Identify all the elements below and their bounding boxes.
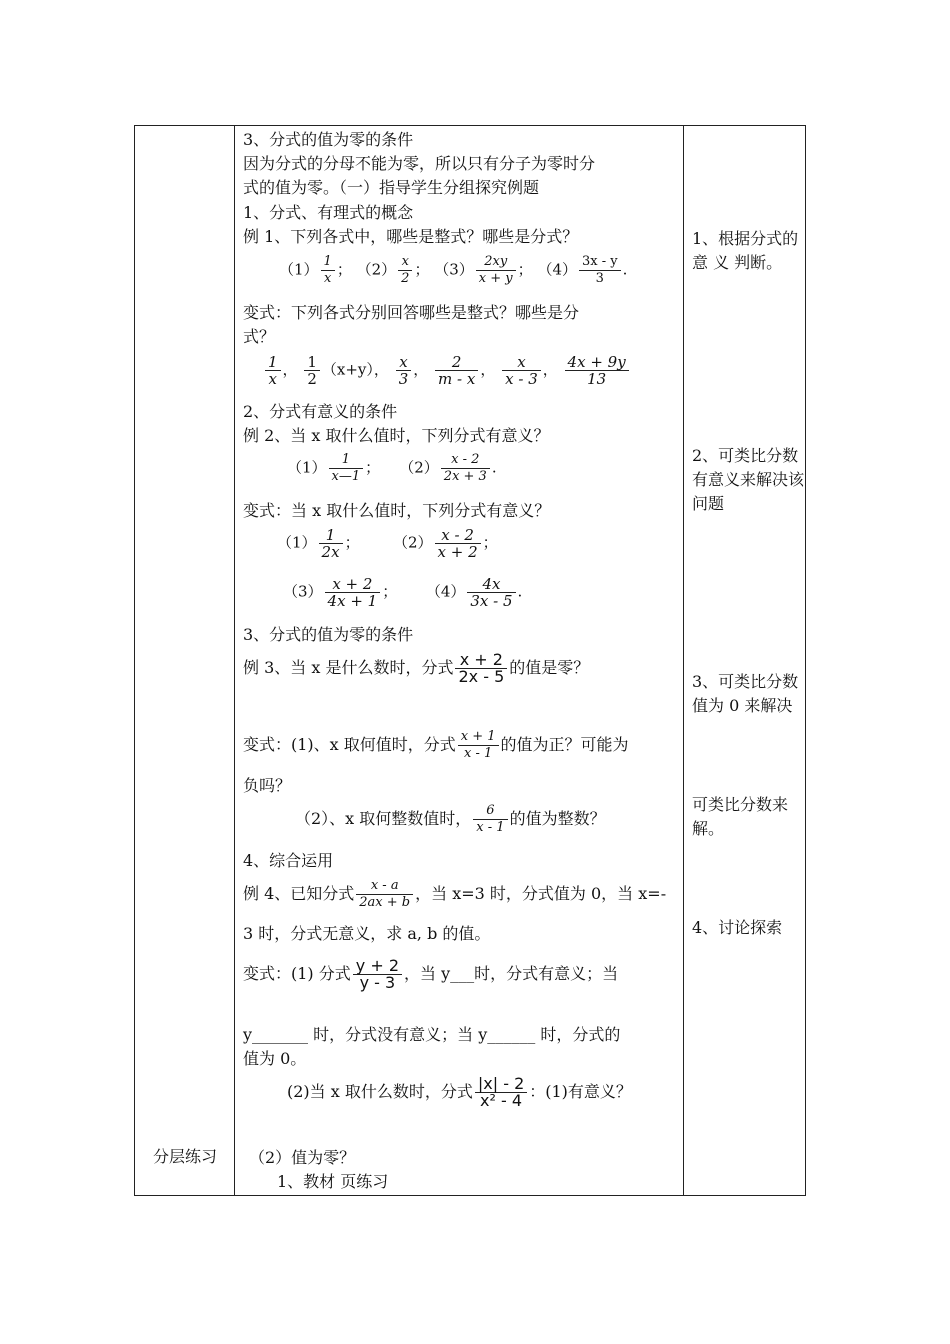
variant-3: 变式：(1)、x 取何值时，分式 $\frac{x + 1}{x - 1}$ 的值为正？可能为 xyxy=(243,729,629,761)
note-4: 可类比分数来解。 xyxy=(692,795,789,838)
example-1-fractions: （1） $\frac{1}{x}$ ； （2） $\frac{x}{2}$ ； （3） $\frac{2xy}{x + y}$ ； （4） $\frac{3x - y}{3}$ . xyxy=(279,254,628,286)
section-label: 分层练习 xyxy=(152,1147,217,1166)
exercise-line: 1、教材 页练习 xyxy=(277,1172,389,1191)
label: （1） xyxy=(279,260,319,279)
example-2: 例 2、当 x 取什么值时，下列分式有意义？ xyxy=(243,426,550,445)
note-3: 3、可类比分数值为 0 来解决 xyxy=(692,672,799,715)
variant-1-fractions: $\frac{1}{x}$ ， $\frac{1}{2}$ （x+y）， $\frac{x}{3}$ ， $\frac{2}{m - x}$ ， $\frac{x}{x - 3}$ ， $\frac{4x + 9y}{13}$ xyxy=(263,354,631,387)
column-divider xyxy=(234,126,235,1195)
fraction: $\frac{1}{x}$ xyxy=(265,354,281,387)
fraction: $\frac{1}{x—1}$ xyxy=(329,452,364,485)
note-5: 4、讨论探索 xyxy=(692,918,783,937)
variant-2-fractions-a: （1） $\frac{1}{2x}$ ； （2） $\frac{x - 2}{x + 2}$ ； xyxy=(277,526,498,561)
fraction: $\frac{x + 2}{4x + 1}$ xyxy=(325,576,381,609)
text-line: 3 时，分式无意义，求 a, b 的值。 xyxy=(243,924,491,943)
fraction: $\frac{6}{x - 1}$ xyxy=(473,803,507,836)
fraction: $\frac{2}{m - x}$ xyxy=(435,354,478,387)
fraction: $\frac{x}{2}$ xyxy=(398,254,412,287)
fraction: $\frac{x}{3}$ xyxy=(396,354,412,387)
fraction: $\frac{x + 1}{x - 1}$ xyxy=(458,729,499,762)
example-4: 例 4、已知分式 $\frac{x - a}{2ax + b}$ ，当 x=3 时，分式值为 0，当 x=- xyxy=(243,878,667,910)
fraction: $\frac{|x| - 2}{\text{x² - 4}}$ xyxy=(475,1076,527,1109)
term: （x+y） xyxy=(321,360,374,379)
label: （4） xyxy=(537,260,577,279)
variant-2-fractions-b: （3） $\frac{x + 2}{4x + 1}$ ； （4） $\frac{4x}{3x - 5}$ . xyxy=(283,575,523,610)
heading-application: 4、综合运用 xyxy=(243,851,334,870)
text-line: 负吗？ xyxy=(243,776,292,795)
text-line: 值为 0。 xyxy=(243,1049,307,1068)
heading-zero-condition: 3、分式的值为零的条件 xyxy=(243,130,414,149)
fraction: $\frac{x}{x - 3}$ xyxy=(502,354,541,387)
example-1: 例 1、下列各式中，哪些是整式？哪些是分式？ xyxy=(243,227,579,246)
example-3: 例 3、当 x 是什么数时，分式 $\frac{x + 2}{2x - 5}$ 的值是零？ xyxy=(243,650,590,686)
fraction: $\frac{1}{2x}$ xyxy=(319,527,343,560)
fraction: $\frac{4x}{3x - 5}$ xyxy=(467,576,515,609)
fraction: $\frac{y + 2}{y - 3}$ xyxy=(353,958,402,991)
fraction: $\frac{x - a}{2ax + b}$ xyxy=(356,878,413,911)
text-line: y_______ 时，分式没有意义；当 y______ 时，分式的 xyxy=(243,1025,621,1044)
fraction: $\frac{4x + 9y}{13}$ xyxy=(565,354,629,387)
heading-meaningful: 2、分式有意义的条件 xyxy=(243,402,398,421)
example-2-fractions: （1） $\frac{1}{x—1}$ ； （2） $\frac{x - 2}{2x + 3}$ . xyxy=(287,452,497,484)
fraction: $\frac{2xy}{x + y}$ xyxy=(476,254,516,287)
text-line: 因为分式的分母不能为零，所以只有分子为零时分 xyxy=(243,154,596,173)
lesson-table xyxy=(134,125,806,1196)
heading-concept: 1、分式、有理式的概念 xyxy=(243,203,414,222)
variant-3b: （2）、x 取何整数值时， $\frac{6}{x - 1}$ 的值为整数？ xyxy=(295,803,606,835)
text-line: 式的值为零。（一）指导学生分组探究例题 xyxy=(243,178,540,197)
heading-zero-value: 3、分式的值为零的条件 xyxy=(243,625,414,644)
fraction: $\frac{1}{2}$ xyxy=(304,354,320,387)
fraction: $\frac{x - 2}{2x + 3}$ xyxy=(441,452,490,485)
fraction: $\frac{3x - y}{3}$ xyxy=(579,254,621,287)
fraction: $\frac{x - 2}{x + 2}$ xyxy=(435,527,481,560)
fraction: $\frac{x + 2}{2x - 5}$ xyxy=(455,652,507,685)
label: （2） xyxy=(356,260,397,279)
variant-2: 变式：当 x 取什么值时，下列分式有意义？ xyxy=(243,501,551,520)
text-line: （2）值为零？ xyxy=(249,1148,356,1167)
label: （3） xyxy=(434,260,474,279)
fraction: $\frac{1}{x}$ xyxy=(321,254,335,287)
column-divider xyxy=(683,126,684,1195)
variant-1: 变式：下列各式分别回答哪些是整式？哪些是分 xyxy=(243,303,580,322)
variant-4: 变式：(1) 分式 $\frac{y + 2}{y - 3}$ ，当 y___时，分式有意义；当 xyxy=(243,956,619,992)
note-2: 2、可类比分数有意义来解决该问题 xyxy=(692,446,805,513)
text-line: 式？ xyxy=(243,327,276,346)
note-1: 1、根据分式的 意 义 判断。 xyxy=(692,229,799,272)
variant-4b: (2)当 x 取什么数时，分式 $\frac{|x| - 2}{\text{x² - 4}}$ ：(1)有意义？ xyxy=(287,1074,632,1110)
